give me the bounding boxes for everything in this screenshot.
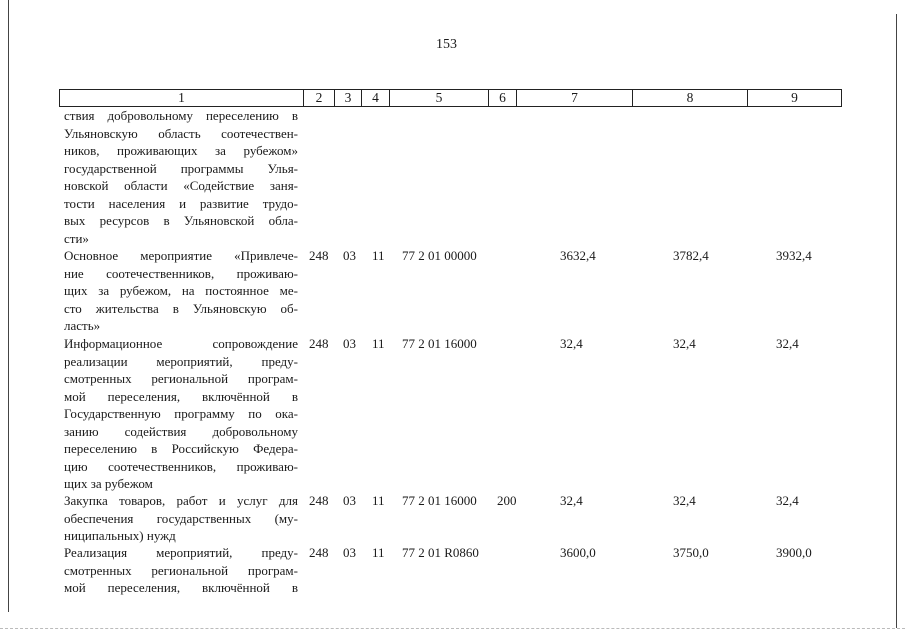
description-line: Закупка товаров, работ и услуг для: [64, 493, 298, 508]
cell-section-code: 03: [343, 248, 356, 263]
description-line: занию содействия добровольному: [64, 423, 298, 439]
row-description: [64, 335, 298, 493]
cell-amount-col9: 3932,4: [776, 248, 812, 263]
column-header-6: 6: [489, 90, 517, 107]
description-line: Основное мероприятие «Привлече-: [64, 248, 298, 263]
description-line: Ульяновскую область соотечествен-: [64, 125, 298, 141]
description-line: щих за рубежом, на постоянное ме-: [64, 283, 298, 298]
cell-target-article: 77 2 01 00000: [402, 248, 477, 263]
description-line: мой переселения, включённой в: [64, 580, 298, 595]
cell-target-article: 77 2 01 16000: [402, 336, 477, 351]
cell-expense-type: 200: [497, 493, 517, 508]
description-line: щих за рубежом: [64, 476, 153, 491]
description-line: реализации мероприятий, преду-: [64, 353, 298, 369]
cell-subsection-code: 11: [372, 336, 385, 351]
cell-amount-col8: 32,4: [673, 493, 696, 508]
description-line: сто жительства в Ульяновскую об-: [64, 300, 298, 316]
description-line: новской области «Содействие заня-: [64, 178, 298, 193]
cell-ministry-code: 248: [309, 248, 329, 263]
description-line: ниципальных) нужд: [64, 528, 176, 543]
description-line: смотренных региональной програм-: [64, 371, 298, 386]
cell-target-article: 77 2 01 16000: [402, 493, 477, 508]
cell-amount-col8: 3782,4: [673, 248, 709, 263]
column-header-5: 5: [390, 90, 489, 107]
cell-subsection-code: 11: [372, 493, 385, 508]
cell-subsection-code: 11: [372, 545, 385, 560]
column-header-1: 1: [60, 90, 304, 107]
cell-amount-col9: 3900,0: [776, 545, 812, 560]
description-line: Реализация мероприятий, преду-: [64, 545, 298, 560]
page-right-border: [896, 14, 897, 628]
cell-amount-col8: 32,4: [673, 336, 696, 351]
column-header-3: 3: [335, 90, 362, 107]
description-line: ствия добровольному переселению в: [64, 108, 298, 123]
description-line: ние соотечественников, проживаю-: [64, 265, 298, 281]
cell-ministry-code: 248: [309, 493, 329, 508]
cell-amount-col7: 32,4: [560, 336, 583, 351]
cell-amount-col9: 32,4: [776, 493, 799, 508]
cell-ministry-code: 248: [309, 545, 329, 560]
column-header-7: 7: [517, 90, 633, 107]
cell-amount-col9: 32,4: [776, 336, 799, 351]
description-line: тости населения и развитие трудо-: [64, 195, 298, 211]
description-line: сти»: [64, 230, 89, 246]
cell-section-code: 03: [343, 336, 356, 351]
page-left-border: [8, 0, 9, 612]
column-header-2: 2: [304, 90, 335, 107]
cell-section-code: 03: [343, 545, 356, 560]
row-description: [64, 247, 298, 335]
cell-amount-col8: 3750,0: [673, 545, 709, 560]
cell-amount-col7: 32,4: [560, 493, 583, 508]
row-description: [64, 544, 298, 597]
page-number: 153: [436, 37, 457, 52]
cell-ministry-code: 248: [309, 336, 329, 351]
column-header-4: 4: [362, 90, 390, 107]
description-line: Государственную программу по ока-: [64, 406, 298, 421]
description-line: переселению в Российскую Федера-: [64, 441, 298, 456]
column-header-8: 8: [633, 90, 748, 107]
description-line: цию соотечественников, проживаю-: [64, 458, 298, 474]
page-bottom-edge: [0, 628, 905, 629]
description-line: мой переселения, включённой в: [64, 388, 298, 404]
description-line: смотренных региональной програм-: [64, 562, 298, 578]
cell-amount-col7: 3632,4: [560, 248, 596, 263]
cell-amount-col7: 3600,0: [560, 545, 596, 560]
cell-subsection-code: 11: [372, 248, 385, 263]
description-line: ласть»: [64, 318, 101, 333]
description-line: государственной программы Улья-: [64, 160, 298, 176]
column-header-table: [59, 89, 842, 107]
column-header-9: 9: [748, 90, 842, 107]
cell-section-code: 03: [343, 493, 356, 508]
row-description: [64, 492, 298, 545]
column-header-row: [60, 90, 842, 107]
description-line: обеспечения государственных (му-: [64, 510, 298, 526]
row-description: [64, 107, 298, 247]
description-line: Информационное сопровождение: [64, 336, 298, 351]
description-line: ников, проживающих за рубежом»: [64, 143, 298, 158]
description-line: вых ресурсов в Ульяновской обла-: [64, 213, 298, 228]
cell-target-article: 77 2 01 R0860: [402, 545, 479, 560]
